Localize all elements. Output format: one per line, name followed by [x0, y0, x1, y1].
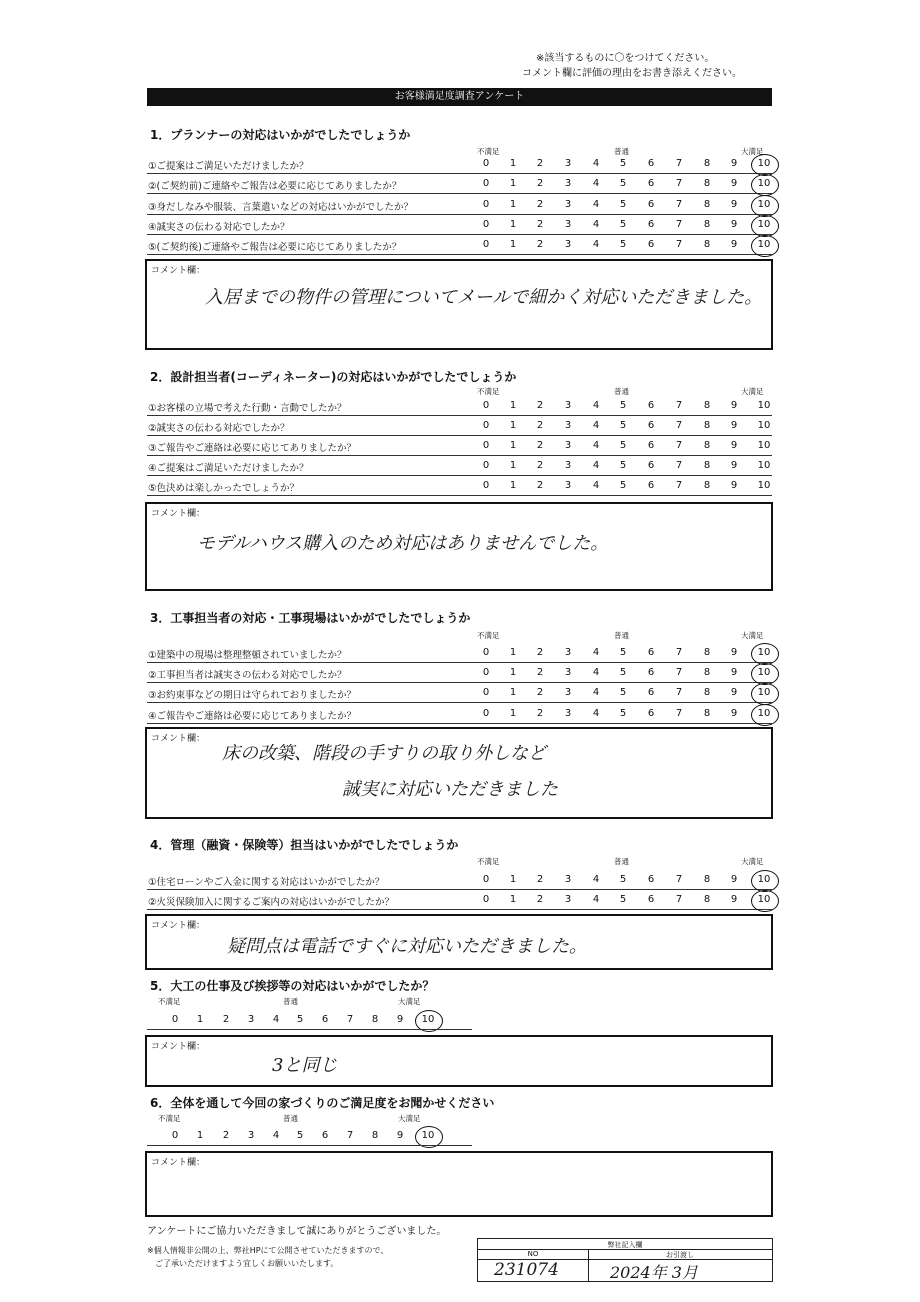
- rating-option[interactable]: 6: [647, 874, 655, 885]
- rating-option[interactable]: 8: [703, 460, 711, 471]
- selected-rating-circle: [751, 215, 779, 237]
- scale-low: 不満足: [477, 631, 500, 640]
- rating-option[interactable]: 2: [536, 199, 544, 210]
- rating-option[interactable]: 8: [703, 178, 711, 189]
- rating-option[interactable]: 0: [171, 1014, 179, 1025]
- scale-high: 大満足: [741, 147, 764, 156]
- section-6-title: 6．全体を通して今回の家づくりのご満足度をお聞かせください: [150, 1096, 495, 1110]
- rating-option[interactable]: 8: [371, 1130, 379, 1141]
- rating-option[interactable]: 3: [564, 440, 572, 451]
- rating-option[interactable]: 3: [564, 219, 572, 230]
- scale-mid: 普通: [283, 997, 298, 1006]
- rating-option[interactable]: 10: [757, 199, 771, 210]
- question-divider: [147, 495, 772, 496]
- selected-rating-circle: [751, 174, 779, 196]
- selected-rating-circle: [751, 890, 779, 912]
- rating-option[interactable]: 4: [592, 460, 600, 471]
- rating-option[interactable]: 7: [675, 894, 683, 905]
- rating-option[interactable]: 4: [592, 480, 600, 491]
- rating-option[interactable]: 2: [536, 460, 544, 471]
- rating-option[interactable]: 0: [482, 874, 490, 885]
- rating-option[interactable]: 5: [619, 219, 627, 230]
- rating-option[interactable]: 10: [757, 874, 771, 885]
- rating-option[interactable]: 8: [371, 1014, 379, 1025]
- rating-option[interactable]: 10: [757, 460, 771, 471]
- rating-option[interactable]: 9: [730, 420, 738, 431]
- rating-option[interactable]: 1: [509, 440, 517, 451]
- rating-option[interactable]: 1: [509, 158, 517, 169]
- rating-option[interactable]: 8: [703, 667, 711, 678]
- rating-option[interactable]: 9: [730, 480, 738, 491]
- rating-option[interactable]: 5: [619, 708, 627, 719]
- rating-option[interactable]: 5: [619, 199, 627, 210]
- privacy-note-1: ※個人情報非公開の上、弊社HPにて公開させていただきますので、: [147, 1246, 389, 1255]
- rating-option[interactable]: 7: [675, 480, 683, 491]
- rating-option[interactable]: 0: [482, 894, 490, 905]
- rating-option[interactable]: 10: [757, 420, 771, 431]
- rating-option[interactable]: 3: [564, 480, 572, 491]
- selected-rating-circle: [751, 195, 779, 217]
- rating-option[interactable]: 1: [509, 687, 517, 698]
- rating-option[interactable]: 0: [171, 1130, 179, 1141]
- instruction-note-1: ※該当するものに〇をつけてください。: [536, 53, 715, 64]
- question-text: ②誠実さの伝わる対応でしたか？: [148, 423, 290, 434]
- rating-option[interactable]: 7: [675, 239, 683, 250]
- rating-option[interactable]: 5: [296, 1130, 304, 1141]
- office-no-value: 231074: [494, 1260, 559, 1280]
- rating-option[interactable]: 5: [619, 874, 627, 885]
- rating-option[interactable]: 9: [730, 667, 738, 678]
- scale-low: 不満足: [477, 147, 500, 156]
- rating-option[interactable]: 5: [619, 687, 627, 698]
- rating-option[interactable]: 8: [703, 158, 711, 169]
- rating-option[interactable]: 9: [730, 158, 738, 169]
- rating-option[interactable]: 10: [421, 1130, 435, 1141]
- rating-option[interactable]: 7: [675, 440, 683, 451]
- scale-high: 大満足: [398, 997, 421, 1006]
- rating-option[interactable]: 10: [757, 708, 771, 719]
- question-text: ④誠実さの伝わる対応でしたか？: [148, 222, 290, 233]
- rating-option[interactable]: 0: [482, 239, 490, 250]
- comment-box-4[interactable]: [145, 914, 773, 970]
- rating-option[interactable]: 5: [619, 647, 627, 658]
- scale-mid: 普通: [283, 1114, 298, 1123]
- selected-rating-circle: [751, 235, 779, 257]
- rating-option[interactable]: 5: [619, 460, 627, 471]
- rating-option[interactable]: 5: [619, 894, 627, 905]
- question-divider: [147, 415, 772, 416]
- rating-option[interactable]: 7: [675, 158, 683, 169]
- rating-option[interactable]: 7: [675, 199, 683, 210]
- rating-option[interactable]: 5: [619, 420, 627, 431]
- rating-option[interactable]: 10: [757, 440, 771, 451]
- rating-option[interactable]: 7: [675, 400, 683, 411]
- instruction-note-2: コメント欄に評価の理由をお書き添えください。: [522, 68, 742, 79]
- rating-option[interactable]: 2: [536, 158, 544, 169]
- rating-option[interactable]: 1: [196, 1130, 204, 1141]
- question-divider: [147, 214, 772, 215]
- rating-option[interactable]: 10: [757, 667, 771, 678]
- rating-option[interactable]: 8: [703, 239, 711, 250]
- rating-option[interactable]: 9: [730, 178, 738, 189]
- selected-rating-circle: [751, 154, 779, 176]
- rating-option[interactable]: 5: [619, 667, 627, 678]
- rating-option[interactable]: 3: [564, 400, 572, 411]
- rating-option[interactable]: 1: [509, 239, 517, 250]
- rating-option[interactable]: 6: [321, 1014, 329, 1025]
- rating-option[interactable]: 0: [482, 440, 490, 451]
- question-text: ②(ご契約前)ご連絡やご報告は必要に応じてありましたか？: [148, 181, 402, 192]
- rating-option[interactable]: 1: [509, 400, 517, 411]
- rating-option[interactable]: 6: [321, 1130, 329, 1141]
- rating-option[interactable]: 9: [730, 894, 738, 905]
- question-divider: [147, 702, 772, 703]
- rating-option[interactable]: 6: [647, 199, 655, 210]
- rating-option[interactable]: 0: [482, 647, 490, 658]
- office-use-box: [477, 1238, 773, 1282]
- privacy-note-2: ご了承いただけますよう宜しくお願いいたします。: [155, 1259, 339, 1268]
- question-text: ④ご報告やご連絡は必要に応じてありましたか？: [148, 711, 357, 722]
- scale-low: 不満足: [158, 997, 181, 1006]
- rating-option[interactable]: 5: [619, 239, 627, 250]
- rating-option[interactable]: 6: [647, 480, 655, 491]
- rating-option[interactable]: 1: [196, 1014, 204, 1025]
- rating-option[interactable]: 3: [247, 1014, 255, 1025]
- rating-option[interactable]: 3: [564, 667, 572, 678]
- rating-option[interactable]: 4: [592, 219, 600, 230]
- rating-option[interactable]: 6: [647, 440, 655, 451]
- rating-option[interactable]: 2: [536, 874, 544, 885]
- scale-underline: [147, 1029, 472, 1030]
- rating-option[interactable]: 1: [509, 894, 517, 905]
- rating-option[interactable]: 10: [757, 400, 771, 411]
- section-1-title: 1．プランナーの対応はいかがでしたでしょうか: [150, 128, 411, 142]
- rating-option[interactable]: 8: [703, 420, 711, 431]
- rating-option[interactable]: 2: [536, 400, 544, 411]
- rating-option[interactable]: 10: [757, 687, 771, 698]
- rating-option[interactable]: 4: [592, 708, 600, 719]
- rating-option[interactable]: 8: [703, 894, 711, 905]
- scale-high: 大満足: [398, 1114, 421, 1123]
- scale-mid: 普通: [614, 857, 629, 866]
- selected-rating-circle: [751, 704, 779, 726]
- question-text: ②火災保険加入に関するご案内の対応はいかがでしたか？: [148, 897, 395, 908]
- rating-option[interactable]: 10: [757, 894, 771, 905]
- rating-option[interactable]: 9: [730, 239, 738, 250]
- rating-option[interactable]: 4: [592, 420, 600, 431]
- rating-option[interactable]: 0: [482, 420, 490, 431]
- rating-option[interactable]: 6: [647, 460, 655, 471]
- rating-option[interactable]: 3: [564, 894, 572, 905]
- rating-option[interactable]: 0: [482, 708, 490, 719]
- comment-label: コメント欄：: [151, 734, 206, 744]
- rating-option[interactable]: 2: [222, 1014, 230, 1025]
- rating-option[interactable]: 3: [564, 178, 572, 189]
- rating-option[interactable]: 6: [647, 667, 655, 678]
- rating-option[interactable]: 1: [509, 647, 517, 658]
- rating-option[interactable]: 4: [592, 687, 600, 698]
- rating-option[interactable]: 6: [647, 894, 655, 905]
- scale-high: 大満足: [741, 387, 764, 396]
- rating-option[interactable]: 2: [536, 667, 544, 678]
- question-text: ③身だしなみや服装、言葉遣いなどの対応はいかがでしたか？: [148, 202, 414, 213]
- scale-mid: 普通: [614, 147, 629, 156]
- rating-option[interactable]: 8: [703, 440, 711, 451]
- comment-4-line-1: 疑問点は電話ですぐに対応いただきました。: [227, 936, 587, 957]
- selected-rating-circle: [751, 870, 779, 892]
- selected-rating-circle: [751, 643, 779, 665]
- rating-option[interactable]: 1: [509, 874, 517, 885]
- rating-option[interactable]: 0: [482, 687, 490, 698]
- comment-1-line-1: 入居までの物件の管理についてメールで細かく対応いただきました。: [205, 287, 763, 308]
- scale-mid: 普通: [614, 387, 629, 396]
- comment-box-6[interactable]: [145, 1151, 773, 1217]
- rating-option[interactable]: 4: [272, 1014, 280, 1025]
- rating-option[interactable]: 2: [536, 239, 544, 250]
- rating-option[interactable]: 0: [482, 480, 490, 491]
- question-divider: [147, 682, 772, 683]
- rating-option[interactable]: 6: [647, 687, 655, 698]
- rating-option[interactable]: 3: [564, 420, 572, 431]
- scale-mid: 普通: [614, 631, 629, 640]
- rating-option[interactable]: 4: [592, 440, 600, 451]
- selected-rating-circle: [751, 683, 779, 705]
- question-text: ⑤(ご契約後)ご連絡やご報告は必要に応じてありましたか？: [148, 242, 402, 253]
- rating-option[interactable]: 2: [536, 178, 544, 189]
- office-date-value: 2024年 3月: [610, 1263, 698, 1282]
- rating-option[interactable]: 1: [509, 219, 517, 230]
- rating-option[interactable]: 2: [536, 894, 544, 905]
- question-text: ①住宅ローンやご入金に関する対応はいかがでしたか？: [148, 877, 385, 888]
- rating-option[interactable]: 1: [509, 460, 517, 471]
- rating-option[interactable]: 5: [619, 440, 627, 451]
- comment-label: コメント欄：: [151, 921, 206, 931]
- office-date-label: お引渡し: [666, 1251, 694, 1259]
- rating-option[interactable]: 2: [536, 687, 544, 698]
- comment-3-line-2: 誠実に対応いただきました: [342, 779, 558, 800]
- rating-option[interactable]: 6: [647, 158, 655, 169]
- rating-option[interactable]: 7: [346, 1130, 354, 1141]
- rating-option[interactable]: 3: [564, 687, 572, 698]
- rating-option[interactable]: 8: [703, 219, 711, 230]
- rating-option[interactable]: 2: [536, 420, 544, 431]
- rating-option[interactable]: 0: [482, 460, 490, 471]
- comment-label: コメント欄：: [151, 509, 206, 519]
- rating-option[interactable]: 3: [564, 158, 572, 169]
- rating-option[interactable]: 6: [647, 647, 655, 658]
- rating-option[interactable]: 1: [509, 480, 517, 491]
- selected-rating-circle: [751, 663, 779, 685]
- scale-high: 大満足: [741, 631, 764, 640]
- scale-low: 不満足: [477, 857, 500, 866]
- scale-underline: [147, 1145, 472, 1146]
- rating-option[interactable]: 8: [703, 647, 711, 658]
- rating-option[interactable]: 7: [675, 874, 683, 885]
- rating-option[interactable]: 9: [396, 1130, 404, 1141]
- comment-box-5[interactable]: [145, 1035, 773, 1087]
- question-divider: [147, 193, 772, 194]
- rating-option[interactable]: 10: [757, 480, 771, 491]
- rating-option[interactable]: 5: [619, 480, 627, 491]
- rating-option[interactable]: 2: [536, 708, 544, 719]
- section-2-title: 2．設計担当者(コーディネーター)の対応はいかがでしたでしょうか: [150, 370, 517, 384]
- office-header: 弊社記入欄: [607, 1241, 643, 1249]
- section-3-title: 3．工事担当者の対応・工事現場はいかがでしたでしょうか: [150, 611, 471, 625]
- rating-option[interactable]: 10: [421, 1014, 435, 1025]
- rating-option[interactable]: 3: [247, 1130, 255, 1141]
- question-divider: [147, 455, 772, 456]
- rating-option[interactable]: 9: [730, 647, 738, 658]
- rating-option[interactable]: 8: [703, 400, 711, 411]
- survey-title: お客様満足度調査アンケート: [147, 88, 772, 106]
- comment-label: コメント欄：: [151, 1158, 206, 1168]
- comment-box-2[interactable]: [145, 502, 773, 591]
- rating-option[interactable]: 6: [647, 400, 655, 411]
- rating-option[interactable]: 9: [730, 219, 738, 230]
- comment-box-3[interactable]: [145, 727, 773, 819]
- question-divider: [147, 435, 772, 436]
- scale-low: 不満足: [158, 1114, 181, 1123]
- rating-option[interactable]: 7: [346, 1014, 354, 1025]
- rating-option[interactable]: 3: [564, 874, 572, 885]
- question-divider: [147, 662, 772, 663]
- rating-option[interactable]: 4: [592, 199, 600, 210]
- scale-low: 不満足: [477, 387, 500, 396]
- rating-option[interactable]: 0: [482, 219, 490, 230]
- question-divider: [147, 889, 772, 890]
- rating-option[interactable]: 3: [564, 239, 572, 250]
- rating-option[interactable]: 10: [757, 647, 771, 658]
- rating-option[interactable]: 7: [675, 708, 683, 719]
- rating-option[interactable]: 1: [509, 178, 517, 189]
- rating-option[interactable]: 0: [482, 178, 490, 189]
- question-text: ①お客様の立場で考えた行動・言動でしたか？: [148, 403, 347, 414]
- comment-label: コメント欄：: [151, 266, 206, 276]
- rating-option[interactable]: 4: [592, 647, 600, 658]
- rating-option[interactable]: 3: [564, 460, 572, 471]
- rating-option[interactable]: 9: [730, 874, 738, 885]
- section-4-title: 4．管理（融資・保険等）担当はいかがでしたでしょうか: [150, 838, 459, 852]
- rating-option[interactable]: 4: [592, 178, 600, 189]
- rating-option[interactable]: 5: [619, 178, 627, 189]
- rating-option[interactable]: 0: [482, 199, 490, 210]
- rating-option[interactable]: 4: [592, 158, 600, 169]
- rating-option[interactable]: 2: [222, 1130, 230, 1141]
- rating-option[interactable]: 10: [757, 219, 771, 230]
- rating-option[interactable]: 7: [675, 647, 683, 658]
- question-divider: [147, 234, 772, 235]
- question-text: ①ご提案はご満足いただけましたか？: [148, 161, 309, 172]
- rating-option[interactable]: 7: [675, 460, 683, 471]
- rating-option[interactable]: 4: [592, 400, 600, 411]
- rating-option[interactable]: 2: [536, 480, 544, 491]
- comment-3-line-1: 床の改築、階段の手すりの取り外しなど: [222, 743, 546, 764]
- rating-option[interactable]: 9: [396, 1014, 404, 1025]
- rating-option[interactable]: 9: [730, 199, 738, 210]
- rating-option[interactable]: 0: [482, 158, 490, 169]
- rating-option[interactable]: 7: [675, 420, 683, 431]
- question-text: ④ご提案はご満足いただけましたか？: [148, 463, 309, 474]
- rating-option[interactable]: 6: [647, 178, 655, 189]
- comment-5-line-1: 3と同じ: [272, 1055, 338, 1076]
- rating-option[interactable]: 4: [592, 667, 600, 678]
- rating-option[interactable]: 8: [703, 199, 711, 210]
- rating-option[interactable]: 9: [730, 440, 738, 451]
- question-text: ①建築中の現場は整理整頓されていましたか？: [148, 650, 347, 661]
- rating-option[interactable]: 7: [675, 687, 683, 698]
- rating-option[interactable]: 2: [536, 440, 544, 451]
- rating-option[interactable]: 6: [647, 420, 655, 431]
- comment-label: コメント欄：: [151, 1042, 206, 1052]
- office-no-label: NO: [527, 1250, 539, 1258]
- rating-option[interactable]: 8: [703, 687, 711, 698]
- rating-option[interactable]: 10: [757, 158, 771, 169]
- comment-2-line-1: モデルハウス購入のため対応はありませんでした。: [197, 533, 609, 554]
- thanks-text: アンケートにご協力いただきまして誠にありがとうございました。: [147, 1226, 447, 1237]
- rating-option[interactable]: 4: [592, 874, 600, 885]
- rating-option[interactable]: 7: [675, 667, 683, 678]
- rating-option[interactable]: 6: [647, 239, 655, 250]
- scale-high: 大満足: [741, 857, 764, 866]
- rating-option[interactable]: 2: [536, 219, 544, 230]
- rating-option[interactable]: 0: [482, 667, 490, 678]
- rating-option[interactable]: 4: [592, 239, 600, 250]
- question-divider: [147, 173, 772, 174]
- rating-option[interactable]: 7: [675, 219, 683, 230]
- rating-option[interactable]: 9: [730, 400, 738, 411]
- question-divider: [147, 475, 772, 476]
- question-text: ③お約束事などの期日は守られておりましたか？: [148, 690, 357, 701]
- rating-option[interactable]: 2: [536, 647, 544, 658]
- rating-option[interactable]: 1: [509, 420, 517, 431]
- rating-option[interactable]: 6: [647, 219, 655, 230]
- question-text: ⑤色決めは楽しかったでしょうか？: [148, 483, 300, 494]
- rating-option[interactable]: 5: [619, 158, 627, 169]
- rating-option[interactable]: 1: [509, 708, 517, 719]
- rating-option[interactable]: 8: [703, 708, 711, 719]
- section-5-title: 5．大工の仕事及び挨拶等の対応はいかがでしたか？: [150, 979, 435, 993]
- rating-option[interactable]: 8: [703, 480, 711, 491]
- question-text: ③ご報告やご連絡は必要に応じてありましたか？: [148, 443, 357, 454]
- rating-option[interactable]: 1: [509, 667, 517, 678]
- rating-option[interactable]: 7: [675, 178, 683, 189]
- rating-option[interactable]: 4: [592, 894, 600, 905]
- rating-option[interactable]: 4: [272, 1130, 280, 1141]
- rating-option[interactable]: 8: [703, 874, 711, 885]
- rating-option[interactable]: 5: [619, 400, 627, 411]
- comment-box-1[interactable]: [145, 259, 773, 350]
- rating-option[interactable]: 3: [564, 708, 572, 719]
- rating-option[interactable]: 5: [296, 1014, 304, 1025]
- rating-option[interactable]: 9: [730, 687, 738, 698]
- rating-option[interactable]: 10: [757, 239, 771, 250]
- rating-option[interactable]: 9: [730, 460, 738, 471]
- question-divider: [147, 254, 772, 255]
- rating-option[interactable]: 9: [730, 708, 738, 719]
- rating-option[interactable]: 1: [509, 199, 517, 210]
- question-divider: [147, 909, 772, 910]
- rating-option[interactable]: 0: [482, 400, 490, 411]
- rating-option[interactable]: 3: [564, 647, 572, 658]
- rating-option[interactable]: 3: [564, 199, 572, 210]
- rating-option[interactable]: 6: [647, 708, 655, 719]
- rating-option[interactable]: 10: [757, 178, 771, 189]
- question-text: ②工事担当者は誠実さの伝わる対応でしたか？: [148, 670, 347, 681]
- question-divider: [147, 723, 772, 724]
